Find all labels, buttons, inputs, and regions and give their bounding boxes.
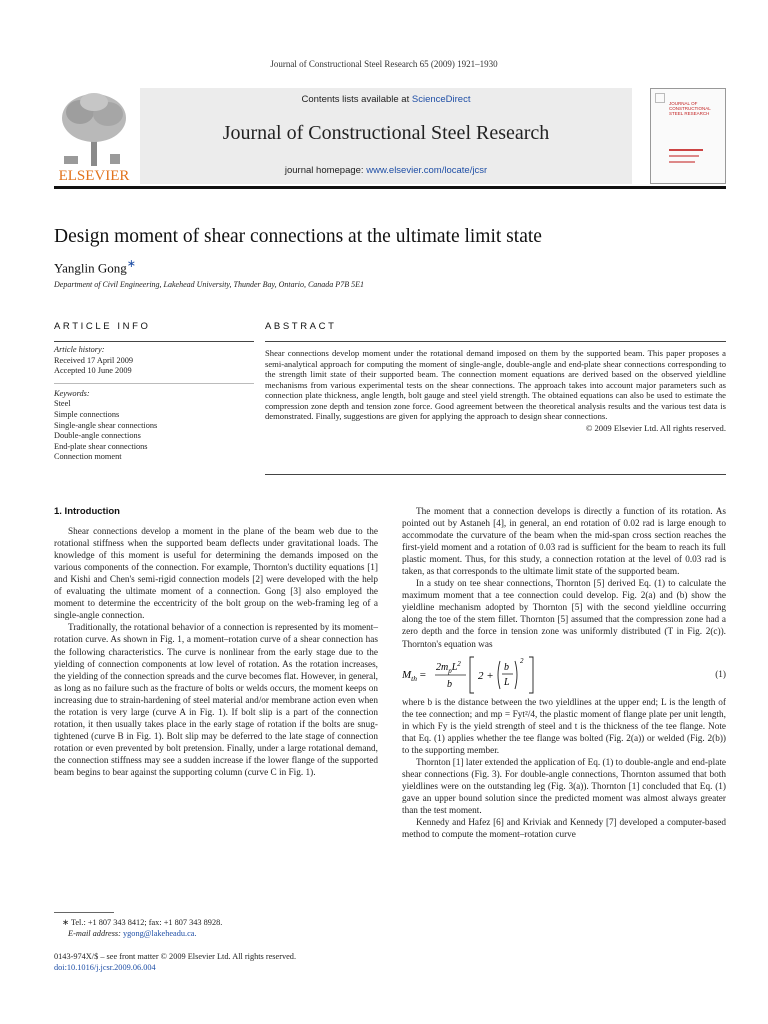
sciencedirect-link[interactable]: ScienceDirect [411, 94, 471, 105]
front-matter [54, 951, 296, 973]
article-info [54, 345, 254, 463]
keyword: Single-angle shear connections [54, 420, 158, 430]
cover-line [669, 149, 703, 151]
left-column [54, 506, 378, 779]
paragraph: Thornton [1] later extended the application of Eq. (1) to double-angle and end-plate shear connections (Fig. 3). For double-angle connections, Thornton assumed that both yieldlines were on the outstanding leg (Fig. 3(a)). Thornton [1] concluded that Eq. (1) gave an upper bound solution since the predicted moment was almost always greater than the test moment. [402, 757, 726, 816]
equation-1 [402, 651, 726, 697]
equation-number: (1) [715, 669, 726, 680]
email-label: E-mail address: [68, 929, 123, 938]
paragraph: Traditionally, the rotational behavior of a connection is represented by its moment–rotation curve. As shown in Fig. 1, a moment–rotation curve of a shear connection has the following characteristics. The curve is nonlinear from the early stage due to the yielding of connection components at low level of rotation. As the rotation increases, the yielding of the connection spreads and the curve becomes flat. However, in general, as long as no failure such as the fracture of bolts or welds occurs, the moment keeps on increasing due to strain-hardening of steel material and/or membrane action even when the rotation is very large (curve A in Fig. 1). If bolt slip is a part of the connection rotation, it then usually takes place in the early stage of rotation if the bolts are snug-tightened (curve B in Fig. 1). Bolt slip may be deferred to the late stage of connection rotation or even prevented by bolt pretension. Finally, under a large rotational demand, the connection stiffness may see a sudden increase if the lower flange of the supported beam begins to bear against the supporting column (curve C in Fig. 1). [54, 623, 378, 778]
doi-link[interactable]: doi:10.1016/j.jcsr.2009.06.004 [54, 963, 156, 972]
section-heading-introduction: 1. Introduction [54, 506, 120, 517]
masthead [54, 88, 726, 185]
issn-line: 0143-974X/$ – see front matter © 2009 Elsevier Ltd. All rights reserved. [54, 952, 297, 961]
cover-line [669, 155, 699, 157]
footnote [54, 917, 378, 939]
author-footnote-mark[interactable]: ∗ [126, 258, 136, 270]
contents-line: Contents lists available at ScienceDirect [301, 94, 471, 105]
email-link[interactable]: ygong@lakeheadu.ca. [123, 929, 197, 938]
cover-emblem-icon [655, 93, 665, 103]
homepage-line: journal homepage: www.elsevier.com/locate/jcsr [284, 165, 488, 176]
journal-title: Journal of Constructional Steel Research [222, 122, 550, 144]
journal-citation: Journal of Constructional Steel Research 65 (2009) 1921–1930 [270, 59, 498, 69]
journal-banner [140, 88, 632, 184]
svg-text:2mpL2: $2m_pL^2$ [436, 659, 461, 675]
publisher-name: ELSEVIER [58, 168, 130, 184]
author-name: Yanglin Gong∗ [54, 258, 136, 276]
keyword: End-plate shear connections [54, 441, 148, 451]
abstract-bottom-rule [265, 474, 726, 475]
header-rule [54, 186, 726, 189]
accepted-date: Accepted 10 June 2009 [54, 366, 132, 376]
cover-line [669, 161, 695, 163]
copyright-notice: © 2009 Elsevier Ltd. All rights reserved. [585, 422, 726, 433]
elsevier-logo [54, 88, 134, 184]
abstract-body [265, 348, 726, 433]
paragraph: where b is the distance between the two yieldlines at the upper end; L is the length of the tee connection; and mp = Fyt²/4, the plastic moment of flange plate per unit length, in which Fy is the yield strength of steel and t is the thickness of the tee flange. Note that Eq. (1) applies whether the tee flange was bolted (Fig. 2(a)) or welded (Fig. 2(b)) to the supporting member. [402, 697, 726, 756]
svg-text:L: L [504, 676, 510, 688]
paragraph: Shear connections develop a moment in the plane of the beam web due to the rotational stiffness when the supported beam deflects under gravitational loads. The knowledge of this moment is useful for determining the demands imposed on the various components of the connection. For example, Thornton's ductility equations [1] and Kishi and Chen's semi-rigid connection models [2] were developed with the help of evaluating the ultimate moment of a connection. Gong [3] also employed the moment to determine the eccentricity of the bolt group on the web-framing leg of a single-angle connection. [54, 527, 378, 622]
article-title: Design moment of shear connections at the ultimate limit state [54, 226, 542, 247]
footnote-contact: Tel.: +1 807 343 8412; fax: +1 807 343 8928. [70, 918, 223, 927]
footnote-mark: ∗ [62, 918, 69, 927]
abstract-text: Shear connections develop moment under the rotational demand imposed on them by the supported beam. This paper proposes a semi-analytical approach for computing the moment of single-angle, double-angle and end-plate shear connections corresponding to the strength limit state of their supported beam. The connection moment equations are derived based on the observed yieldline mechanisms from various experimental tests on the shear connections. The approach takes into account major parameters such as connection plate thickness, angle length, bolt gauge and steel yield strength. The obtained equations can also be used to estimate the compression zone depth and tension zone force. Good agreement between the theoretical analysis results and the various test data is demonstrated. Finally, suggestions are given for applying the approach to design shear connections. [265, 348, 726, 422]
keyword: Double-angle connections [54, 431, 141, 441]
keyword: Connection moment [54, 452, 122, 462]
paragraph: Kennedy and Hafez [6] and Kriviak and Kennedy [7] developed a computer-based method to compute the moment–rotation curve [402, 818, 726, 841]
homepage-link[interactable]: www.elsevier.com/locate/jcsr [366, 165, 488, 176]
abstract-rule [265, 341, 726, 342]
svg-text:b: b [504, 661, 509, 673]
svg-text:2 +: 2 + [478, 669, 494, 682]
svg-text:b: b [447, 678, 452, 690]
keyword: Steel [54, 399, 71, 409]
right-column [402, 506, 726, 841]
keyword: Simple connections [54, 409, 120, 419]
paragraph: The moment that a connection develops is directly a function of its rotation. As pointed out by Astaneh [4], in general, an end rotation of 0.02 rad is large enough to accommodate the curvature of the beam when the mid-span cross section reaches the first-yield moment and a rotation of 0.03 rad is sufficient for the beam to reach its full plastic moment. Thus, for this study, a connection rotation at the level of 0.03 rad is taken, as that corresponds to the ultimate limit state of the supported beam. [402, 507, 726, 578]
journal-cover-thumbnail [650, 88, 726, 184]
info-divider [54, 383, 254, 384]
footnote-rule [54, 912, 114, 913]
affiliation: Department of Civil Engineering, Lakehead University, Thunder Bay, Ontario, Canada P7B 5E1 [54, 280, 364, 289]
svg-text:2: 2 [520, 656, 524, 665]
equation-formula [402, 651, 726, 697]
article-info-heading: ARTICLE INFO [54, 321, 151, 332]
paragraph: In a study on tee shear connections, Thornton [5] derived Eq. (1) to calculate the maximum moment that a tee connection could develop. Fig. 2(a) and (b) show the yieldline mechanism adopted by Thornton [5] with the second yieldline occurring along the toe of the stem fillet. Thornton [5] assumed that the compression zone had a zero depth and the force in tension zone was uniformly distributed (T in Fig. 2(c)). Thornton's equation was [402, 579, 726, 650]
elsevier-tree-icon [54, 88, 134, 184]
received-date: Received 17 April 2009 [54, 355, 134, 365]
info-rule [54, 341, 254, 342]
abstract-heading: ABSTRACT [265, 321, 337, 332]
keywords-label: Keywords: [54, 388, 90, 398]
history-label: Article history: [54, 345, 105, 354]
cover-title: JOURNAL OF CONSTRUCTIONAL STEEL RESEARCH [669, 101, 711, 116]
svg-text:Mth =: $M_{th}$ = [402, 668, 426, 683]
